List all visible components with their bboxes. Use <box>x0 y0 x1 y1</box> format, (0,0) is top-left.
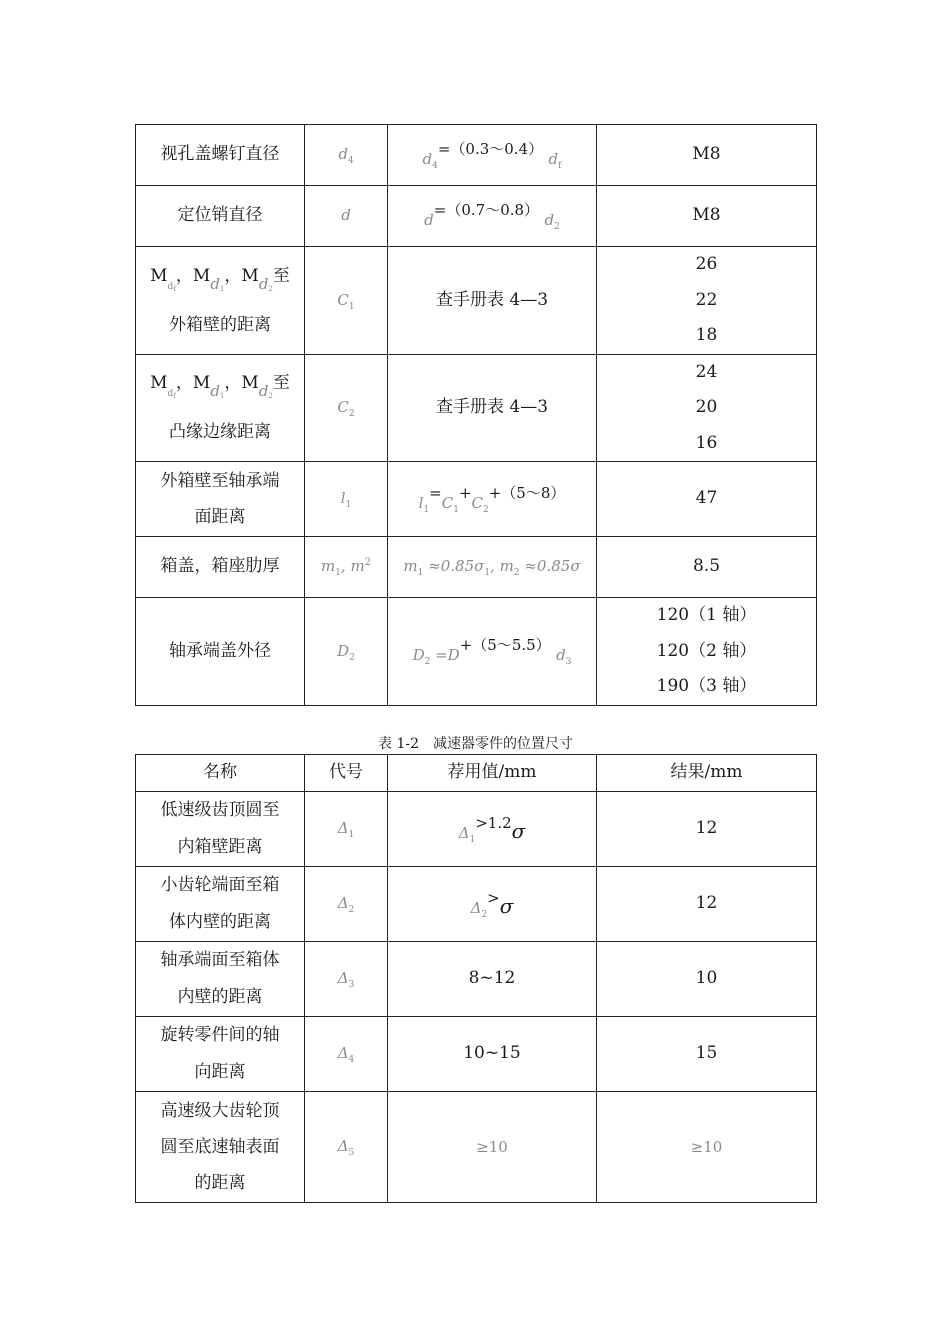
table-row <box>136 942 817 1017</box>
row-value: 10~15 <box>388 1017 597 1092</box>
row-value: 8~12 <box>388 942 597 1017</box>
header-code: 代号 <box>305 755 388 792</box>
row-result: 120（1 轴） 120（2 轴） 190（3 轴） <box>597 598 817 706</box>
row-result: 24 20 16 <box>597 354 817 462</box>
row-code: $\Delta_4$ <box>305 1017 388 1092</box>
table-row <box>136 598 817 706</box>
row-result: 8.5 <box>597 537 817 598</box>
table-row <box>136 1092 817 1203</box>
row-name: 低速级齿顶圆至 内箱壁距离 <box>136 792 305 867</box>
row-code: d <box>305 186 388 247</box>
position-dimension-table <box>135 754 817 1203</box>
row-formula: $l_1=C_1+C_2+(5\sim 8)$ <box>388 462 597 537</box>
header-recommended: 荐用值/mm <box>388 755 597 792</box>
row-value: $\Delta_1>1.2\sigma$ <box>388 792 597 867</box>
row-code: $C_1$ <box>305 247 388 355</box>
row-result: 10 <box>597 942 817 1017</box>
table-row <box>136 792 817 867</box>
table-row <box>136 1017 817 1092</box>
row-formula: d=（0.7～0.8） $d_2$ <box>388 186 597 247</box>
header-name: 名称 <box>136 755 305 792</box>
row-result: M8 <box>597 186 817 247</box>
dimension-table <box>135 124 817 706</box>
row-formula: $D_2$ =D+（5～5.5） $d_3$ <box>388 598 597 706</box>
row-formula: 查手册表 4—3 <box>388 354 597 462</box>
row-name: 小齿轮端面至箱 体内壁的距离 <box>136 867 305 942</box>
table-row <box>136 247 817 355</box>
table-row <box>136 867 817 942</box>
row-name: $M_{df}$，$Md_1$，$Md_2$至 凸缘边缘距离 <box>136 354 305 462</box>
row-value: ≥10 <box>388 1092 597 1203</box>
row-code: $\Delta_1$ <box>305 792 388 867</box>
row-name: 视孔盖螺钉直径 <box>136 125 305 186</box>
row-code: $D_2$ <box>305 598 388 706</box>
row-result: 12 <box>597 867 817 942</box>
row-code: $m_1$, $m^2$ <box>305 537 388 598</box>
row-code: $d_4$ <box>305 125 388 186</box>
row-name: $M_{df}$，$Md_1$，$Md_2$至 外箱壁的距离 <box>136 247 305 355</box>
row-code: $l_1$ <box>305 462 388 537</box>
row-result: 12 <box>597 792 817 867</box>
row-result: 26 22 18 <box>597 247 817 355</box>
row-formula: $d_4=(0.3\sim 0.4)$ $d_f$ <box>388 125 597 186</box>
row-name: 定位销直径 <box>136 186 305 247</box>
row-name: 高速级大齿轮顶 圆至底速轴表面 的距离 <box>136 1092 305 1203</box>
row-formula: $m_1 \approx 0.85\sigma_1$, $m_2 \approx 0.85\sigma$ <box>388 537 597 598</box>
row-name: 箱盖，箱座肋厚 <box>136 537 305 598</box>
row-name: 旋转零件间的轴 向距离 <box>136 1017 305 1092</box>
table-row <box>136 462 817 537</box>
row-code: $\Delta_5$ <box>305 1092 388 1203</box>
table-header-row <box>136 755 817 792</box>
table-row <box>136 186 817 247</box>
row-value: $\Delta_2>\sigma$ <box>388 867 597 942</box>
row-result: ≥10 <box>597 1092 817 1203</box>
row-name: 轴承端盖外径 <box>136 598 305 706</box>
row-name: 轴承端面至箱体 内壁的距离 <box>136 942 305 1017</box>
row-result: M8 <box>597 125 817 186</box>
header-result: 结果/mm <box>597 755 817 792</box>
row-result: 15 <box>597 1017 817 1092</box>
table-row <box>136 354 817 462</box>
table-caption: 表 1-2 减速器零件的位置尺寸 <box>378 736 573 752</box>
table-row <box>136 125 817 186</box>
table-row <box>136 537 817 598</box>
row-code: $C_2$ <box>305 354 388 462</box>
row-code: $\Delta_2$ <box>305 867 388 942</box>
row-code: $\Delta_3$ <box>305 942 388 1017</box>
row-name: 外箱壁至轴承端 面距离 <box>136 462 305 537</box>
row-result: 47 <box>597 462 817 537</box>
row-formula: 查手册表 4—3 <box>388 247 597 355</box>
